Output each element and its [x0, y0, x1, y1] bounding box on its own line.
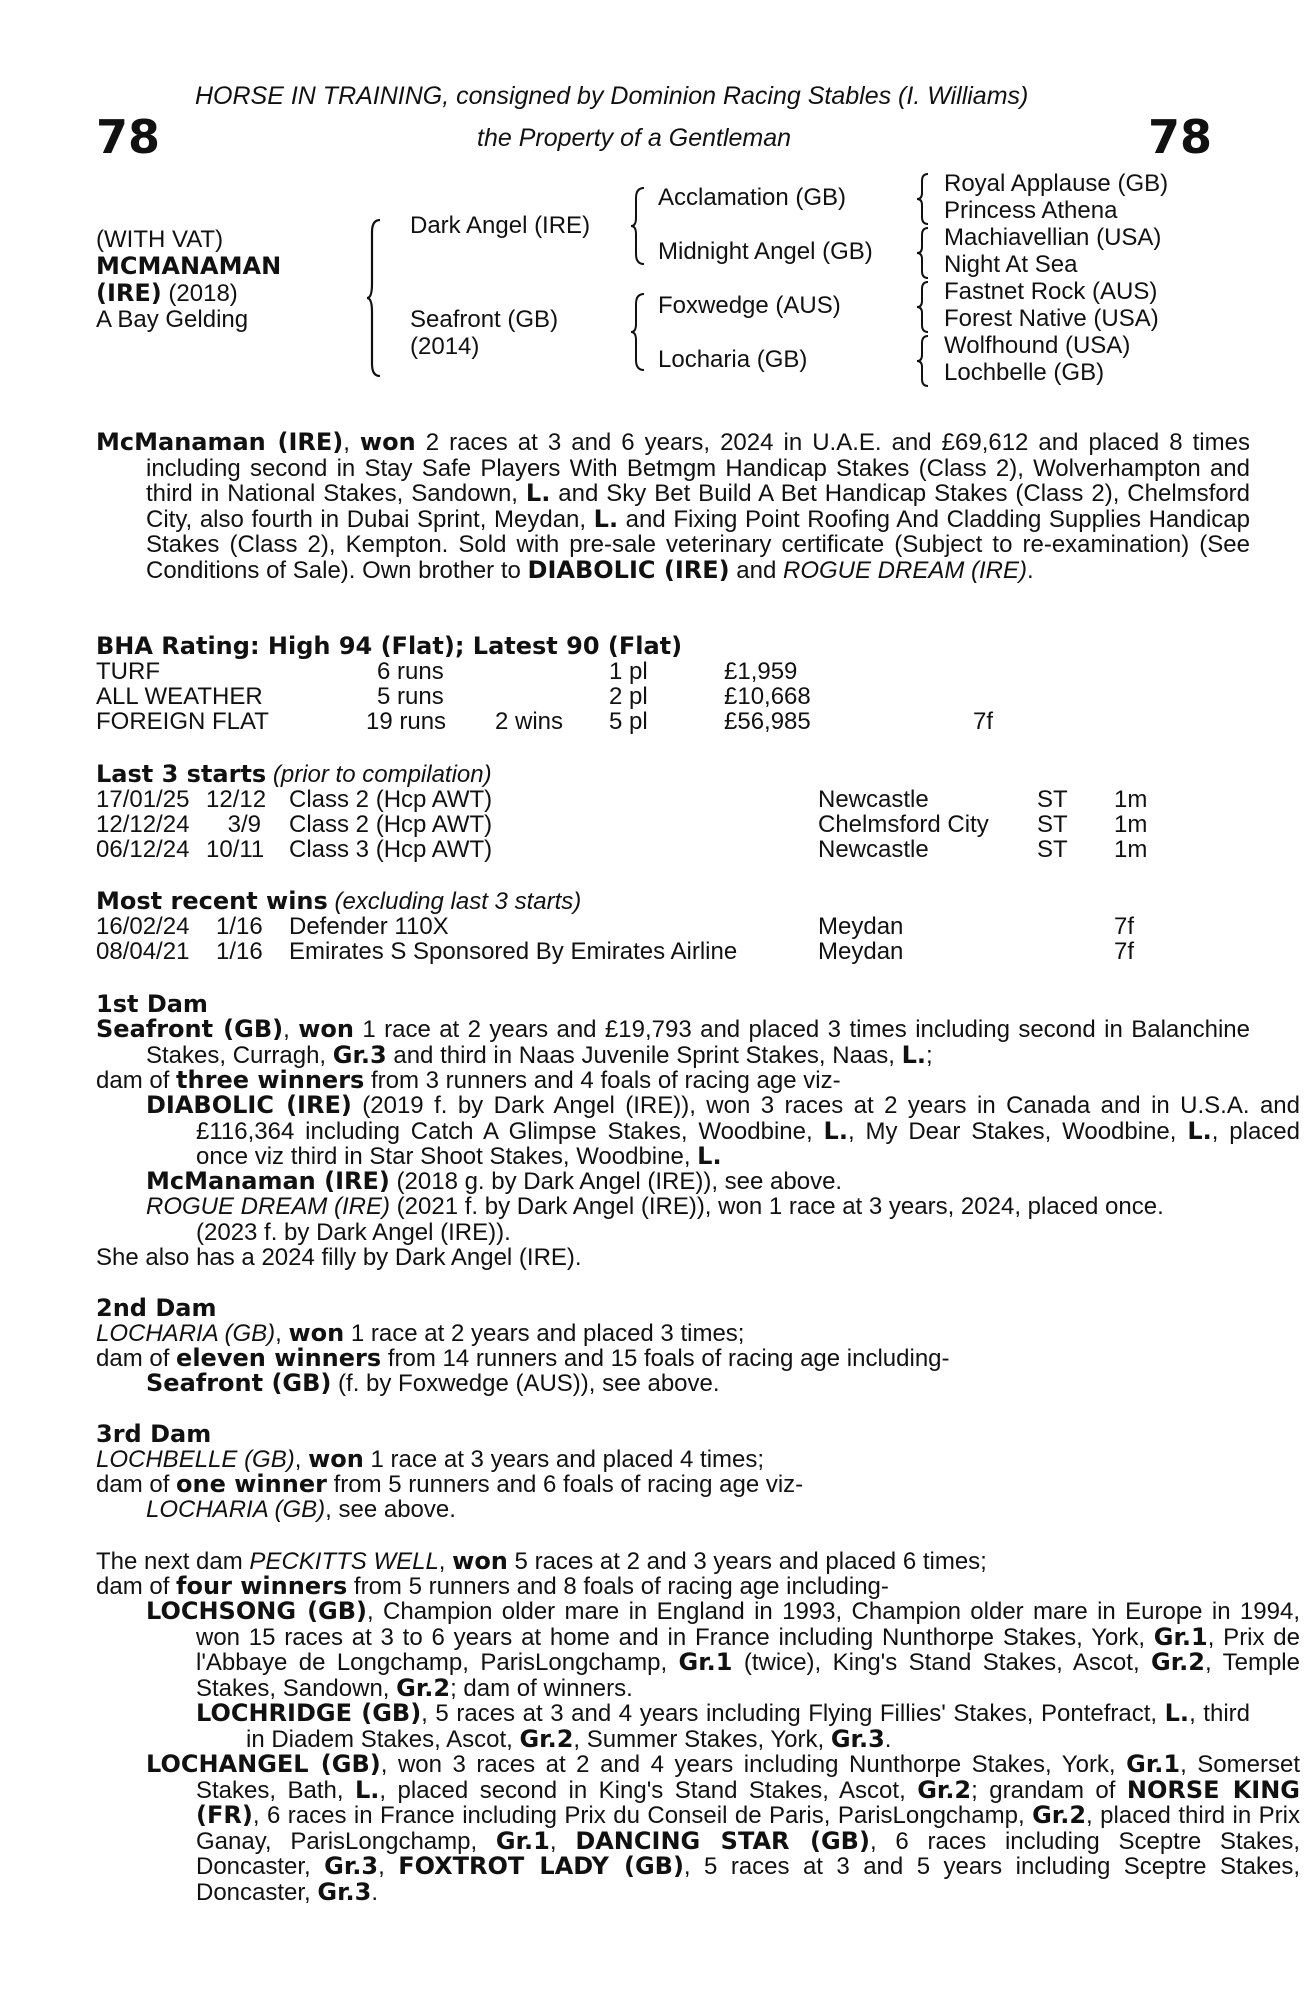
pedigree-dam: Seafront (GB): [410, 306, 559, 333]
brace-sire: [630, 186, 648, 266]
consignor-line: HORSE IN TRAINING, consigned by Dominion Racing Stables (I. Williams): [195, 82, 1029, 110]
brace-ds: [916, 280, 932, 334]
third-dam-produce-summary: dam of one winner from 5 runners and 6 foals of racing age viz-: [96, 1470, 804, 1498]
second-dam-child-seafront: Seafront (GB) (f. by Foxwedge (AUS)), see above.: [146, 1369, 720, 1397]
pedigree-dd: Locharia (GB): [658, 346, 808, 373]
pedigree-sdd: Night At Sea: [944, 251, 1078, 278]
first-dam-title: 1st Dam: [96, 990, 208, 1018]
first-dam-produce-summary: dam of three winners from 3 runners and 4 foals of racing age viz-: [96, 1066, 841, 1094]
horse-origin-year: (IRE) (2018): [96, 279, 238, 307]
next-dam-record: The next dam PECKITTS WELL, won 5 races at 2 and 3 years and placed 6 times;: [96, 1547, 987, 1575]
brace-dam: [630, 292, 648, 372]
second-dam-produce-summary: dam of eleven winners from 14 runners and 15 foals of racing age including-: [96, 1344, 950, 1372]
third-dam-record: LOCHBELLE (GB), won 1 race at 3 years and placed 4 times;: [96, 1445, 765, 1473]
next-dam-child-lochsong: LOCHSONG (GB), Champion older mare in England in 1993, Champion older mare in Europe in 1994, won 15 races at 3 to 6 years at home and in France including Nunthorpe Stakes, York, Gr.1, Prix de l'Abbaye de Longchamp, ParisLongchamp, Gr.1 (twice), King's Stand Stakes, Ascot, Gr.2, Temple Stakes, Sandown, Gr.2; dam of winners.: [146, 1597, 1300, 1702]
pedigree-ss: Acclamation (GB): [658, 184, 847, 211]
pedigree-ssd: Princess Athena: [944, 197, 1118, 224]
first-dam-note: She also has a 2024 filly by Dark Angel (IRE).: [96, 1244, 582, 1271]
pedigree-dsd: Forest Native (USA): [944, 305, 1159, 332]
first-dam-child-mcmanaman: McManaman (IRE) (2018 g. by Dark Angel (IRE)), see above.: [146, 1167, 843, 1195]
race-summary: McManaman (IRE), won 2 races at 3 and 6 years, 2024 in U.A.E. and £69,612 and placed 8 times including second in Stay Safe Players With Betmgm Handicap Stakes (Class 2), Wolverhampton and third in National Stakes, Sandown, L. and Sky Bet Build A Bet Handicap Stakes (Class 2), Chelmsford City, also fourth in Dubai Sprint, Meydan, L. and Fixing Point Roofing And Cladding Supplies Handicap Stakes (Class 2), Kempton. Sold with pre-sale veterinary certificate (Subject to re-examination) (See Conditions of Sale). Own brother to DIABOLIC (IRE) and ROGUE DREAM (IRE).: [96, 428, 1251, 584]
first-dam-child-rogue-dream: ROGUE DREAM (IRE) (2021 f. by Dark Angel (IRE)), won 1 race at 3 years, 2024, placed once. (2023 f. by Dark Angel (IRE)).: [146, 1193, 1164, 1246]
recent-wins-title: Most recent wins (excluding last 3 starts): [96, 887, 582, 915]
next-dam-grandchild-lochridge: LOCHRIDGE (GB), 5 races at 3 and 4 years including Flying Fillies' Stakes, Pontefract, L., third in Diadem Stakes, Ascot, Gr.2, Summer Stakes, York, Gr.3.: [196, 1699, 1250, 1753]
bha-rating-title: BHA Rating: High 94 (Flat); Latest 90 (Flat): [96, 632, 683, 660]
vat-label: (WITH VAT): [96, 226, 224, 253]
first-dam-record: Seafront (GB), won 1 race at 2 years and £19,793 and placed 3 times including second in Balanchine Stakes, Curragh, Gr.3 and third in Naas Juvenile Sprint Stakes, Naas, L.;: [96, 1015, 1250, 1069]
pedigree-sire: Dark Angel (IRE): [410, 212, 591, 239]
first-dam-child-diabolic: DIABOLIC (IRE) (2019 f. by Dark Angel (IRE)), won 3 races at 2 years in Canada and in U.S.A. and £116,364 including Catch A Glimpse Stakes, Woodbine, L., My Dear Stakes, Woodbine, L., placed once viz third in Star Shoot Stakes, Woodbine, L.: [146, 1091, 1301, 1170]
brace-gen1: [366, 218, 386, 378]
second-dam-record: LOCHARIA (GB), won 1 race at 2 years and placed 3 times;: [96, 1319, 745, 1347]
next-dam-child-lochangel: LOCHANGEL (GB), won 3 races at 2 and 4 years including Nunthorpe Stakes, York, Gr.1, Somerset Stakes, Bath, L., placed second in King's Stand Stakes, Ascot, Gr.2; grandam of NORSE KING (FR), 6 races in France including Prix du Conseil de Paris, ParisLongchamp, Gr.2, placed third in Prix Ganay, ParisLongchamp, Gr.1, DANCING STAR (GB), 6 races including Sceptre Stakes, Doncaster, Gr.3, FOXTROT LADY (GB), 5 races at 3 and 5 years including Sceptre Stakes, Doncaster, Gr.3.: [146, 1750, 1301, 1906]
horse-name: MCMANAMAN: [96, 252, 282, 280]
pedigree-sds: Machiavellian (USA): [944, 224, 1162, 251]
horse-description: A Bay Gelding: [96, 306, 249, 333]
pedigree-ddd: Lochbelle (GB): [944, 359, 1105, 386]
lot-number-right: 78: [1148, 110, 1213, 164]
pedigree-sss: Royal Applause (GB): [944, 170, 1169, 197]
brace-dd: [916, 334, 932, 388]
property-line: the Property of a Gentleman: [477, 124, 792, 152]
pedigree-sd: Midnight Angel (GB): [658, 238, 873, 265]
lot-number-left: 78: [96, 110, 161, 164]
pedigree-dds: Wolfhound (USA): [944, 332, 1131, 359]
pedigree-dss: Fastnet Rock (AUS): [944, 278, 1158, 305]
second-dam-title: 2nd Dam: [96, 1294, 217, 1322]
third-dam-child-locharia: LOCHARIA (GB), see above.: [146, 1496, 456, 1523]
pedigree-ds: Foxwedge (AUS): [658, 292, 841, 319]
last-starts-title: Last 3 starts (prior to compilation): [96, 760, 492, 788]
pedigree-dam-year: (2014): [410, 333, 480, 360]
brace-sd: [916, 226, 932, 280]
next-dam-produce-summary: dam of four winners from 5 runners and 8 foals of racing age including-: [96, 1572, 889, 1600]
brace-ss: [916, 172, 932, 226]
third-dam-title: 3rd Dam: [96, 1420, 212, 1448]
